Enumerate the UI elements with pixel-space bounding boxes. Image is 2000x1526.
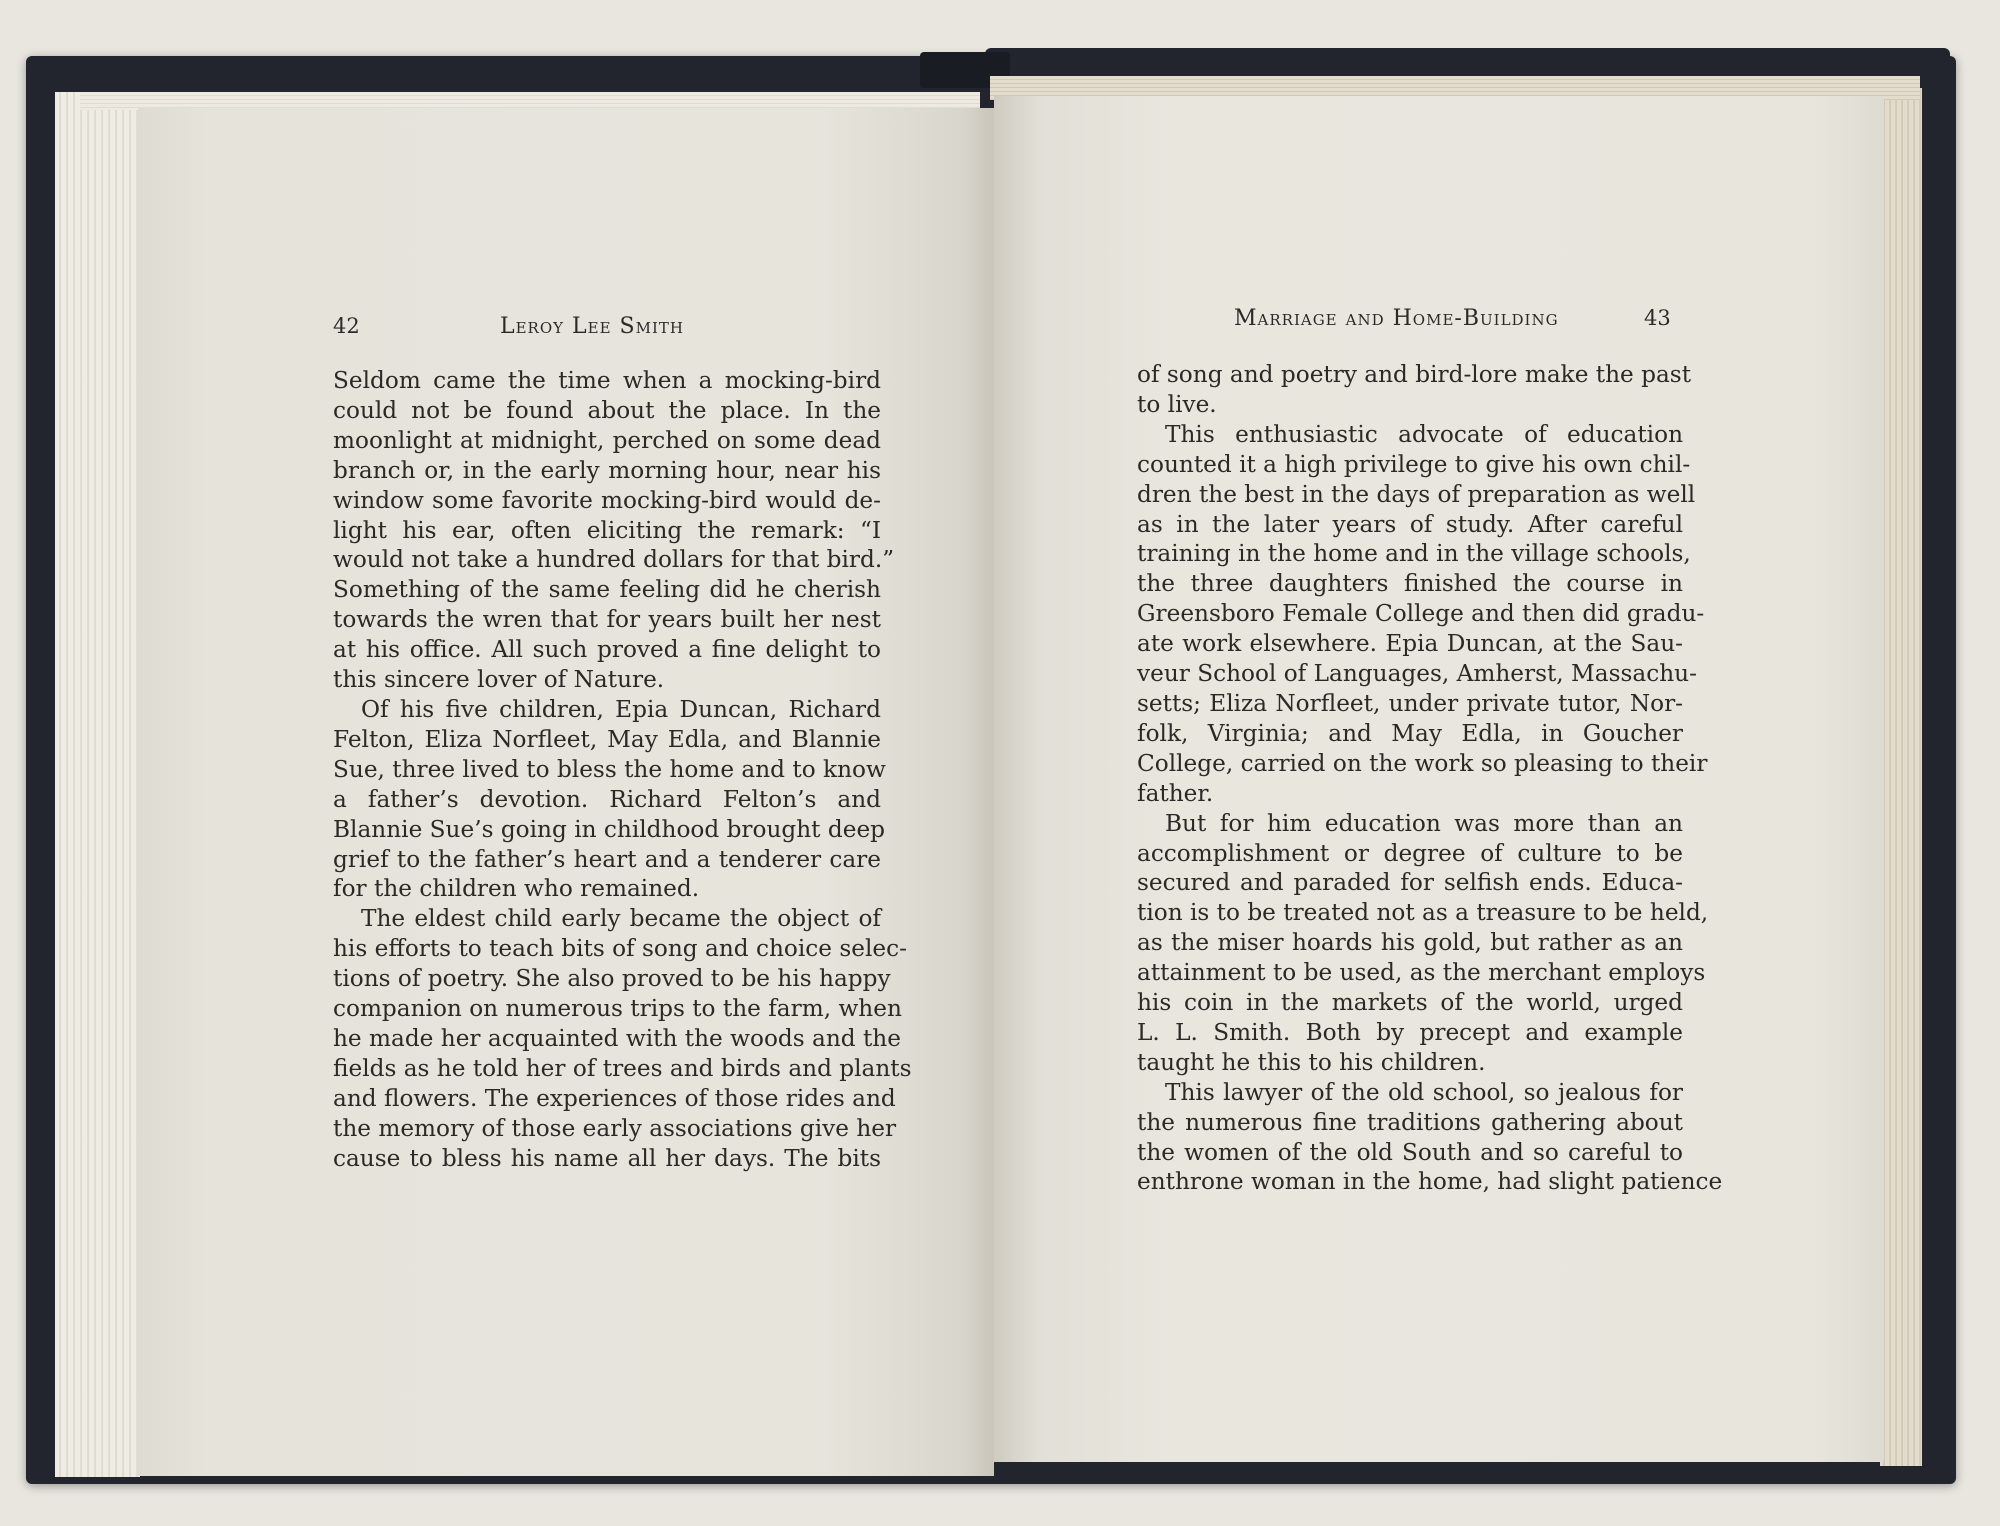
text-line: of song and poetry and bird-lore make the past (1137, 361, 1692, 388)
text-line: window some favorite mocking-bird would de- (333, 486, 881, 514)
text-line: veur School of Languages, Amherst, Massachu- (1137, 660, 1697, 688)
text-line: he made her acquainted with the woods and the (333, 1024, 901, 1052)
text-line: moonlight at midnight, perched on some dead (333, 426, 881, 454)
text-line: Greensboro Female College and then did gradu- (1137, 600, 1705, 628)
text-line: Sue, three lived to bless the home and to know (333, 755, 886, 783)
left-page-header (333, 314, 733, 344)
text-line: cause to bless his name all her days. The bits (333, 1144, 881, 1172)
text-line: his efforts to teach bits of song and choice selec- (333, 935, 907, 963)
left-page-body (333, 366, 912, 1173)
text-line: would not take a hundred dollars for that bird.” (333, 546, 895, 574)
text-line: Blannie Sue’s going in childhood brought deep (333, 815, 886, 843)
text-line: counted it a high privilege to give his own chil- (1137, 450, 1691, 478)
left-page-edges (55, 92, 140, 1477)
text-line: a father’s devotion. Richard Felton’s and (333, 785, 881, 813)
text-line: Of his five children, Epia Duncan, Richard (361, 695, 881, 723)
text-line: fields as he told her of trees and birds and plants (333, 1054, 912, 1082)
text-line: training in the home and in the village schools, (1137, 540, 1691, 568)
text-line: accomplishment or degree of culture to be (1137, 839, 1683, 867)
text-line: as in the later years of study. After careful (1137, 510, 1683, 538)
right-page-number: 43 (1644, 306, 1671, 330)
left-running-head: Leroy Lee Smith (500, 314, 684, 339)
text-line: companion on numerous trips to the farm, when (333, 995, 902, 1023)
text-line: folk, Virginia; and May Edla, in Goucher (1137, 719, 1683, 747)
text-line: This lawyer of the old school, so jealous for (1165, 1078, 1683, 1106)
text-line: Felton, Eliza Norfleet, May Edla, and Blannie (333, 725, 881, 753)
text-line: taught he this to his children. (1137, 1048, 1486, 1076)
text-line: at his office. All such proved a fine delight to (333, 636, 881, 664)
text-line: to live. (1137, 390, 1217, 418)
text-line: as the miser hoards his gold, but rather as an (1137, 929, 1683, 957)
left-page (138, 108, 994, 1476)
text-line: for the children who remained. (333, 875, 700, 903)
text-line: Seldom came the time when a mocking-bird (333, 367, 881, 394)
text-line: Something of the same feeling did he cherish (333, 576, 881, 604)
text-line: tions of poetry. She also proved to be his happy (333, 965, 891, 993)
text-line: secured and paraded for selfish ends. Educa- (1137, 869, 1683, 897)
right-running-head: Marriage and Home-Building (1234, 306, 1559, 331)
right-page (994, 96, 1884, 1462)
text-line: the three daughters finished the course in (1137, 570, 1683, 598)
text-line: the women of the old South and so careful to (1137, 1138, 1683, 1166)
text-line: L. L. Smith. Both by precept and example (1137, 1018, 1683, 1046)
right-page-edges (1880, 88, 1922, 1466)
text-line: this sincere lover of Nature. (333, 666, 665, 694)
text-line: But for him education was more than an (1165, 809, 1683, 837)
text-line: the numerous fine traditions gathering about (1137, 1108, 1683, 1136)
text-line: his coin in the markets of the world, urged (1137, 989, 1683, 1017)
left-page-number: 42 (333, 314, 360, 338)
text-line: ate work elsewhere. Epia Duncan, at the Sau- (1137, 630, 1683, 658)
text-line: This enthusiastic advocate of education (1165, 420, 1683, 448)
text-line: light his ear, often eliciting the remark: “I (333, 516, 881, 544)
text-line: branch or, in the early morning hour, near his (333, 456, 881, 484)
text-line: tion is to be treated not as a treasure to be held, (1137, 899, 1709, 927)
text-line: and flowers. The experiences of those rides and (333, 1084, 896, 1112)
text-line: dren the best in the days of preparation as well (1137, 480, 1696, 508)
text-line: setts; Eliza Norfleet, under private tutor, Nor- (1137, 689, 1683, 717)
text-line: grief to the father’s heart and a tenderer care (333, 845, 881, 873)
right-page-body (1137, 360, 1723, 1197)
text-line: The eldest child early became the object of (361, 905, 881, 933)
text-line: attainment to be used, as the merchant employs (1137, 959, 1706, 987)
text-line: could not be found about the place. In the (333, 396, 881, 424)
right-page-header (1234, 306, 1679, 336)
text-line: towards the wren that for years built her nest (333, 606, 881, 634)
text-line: father. (1137, 779, 1214, 807)
text-line: enthrone woman in the home, had slight patience (1137, 1168, 1723, 1196)
text-line: College, carried on the work so pleasing to their (1137, 749, 1708, 777)
text-line: the memory of those early associations give her (333, 1114, 897, 1142)
